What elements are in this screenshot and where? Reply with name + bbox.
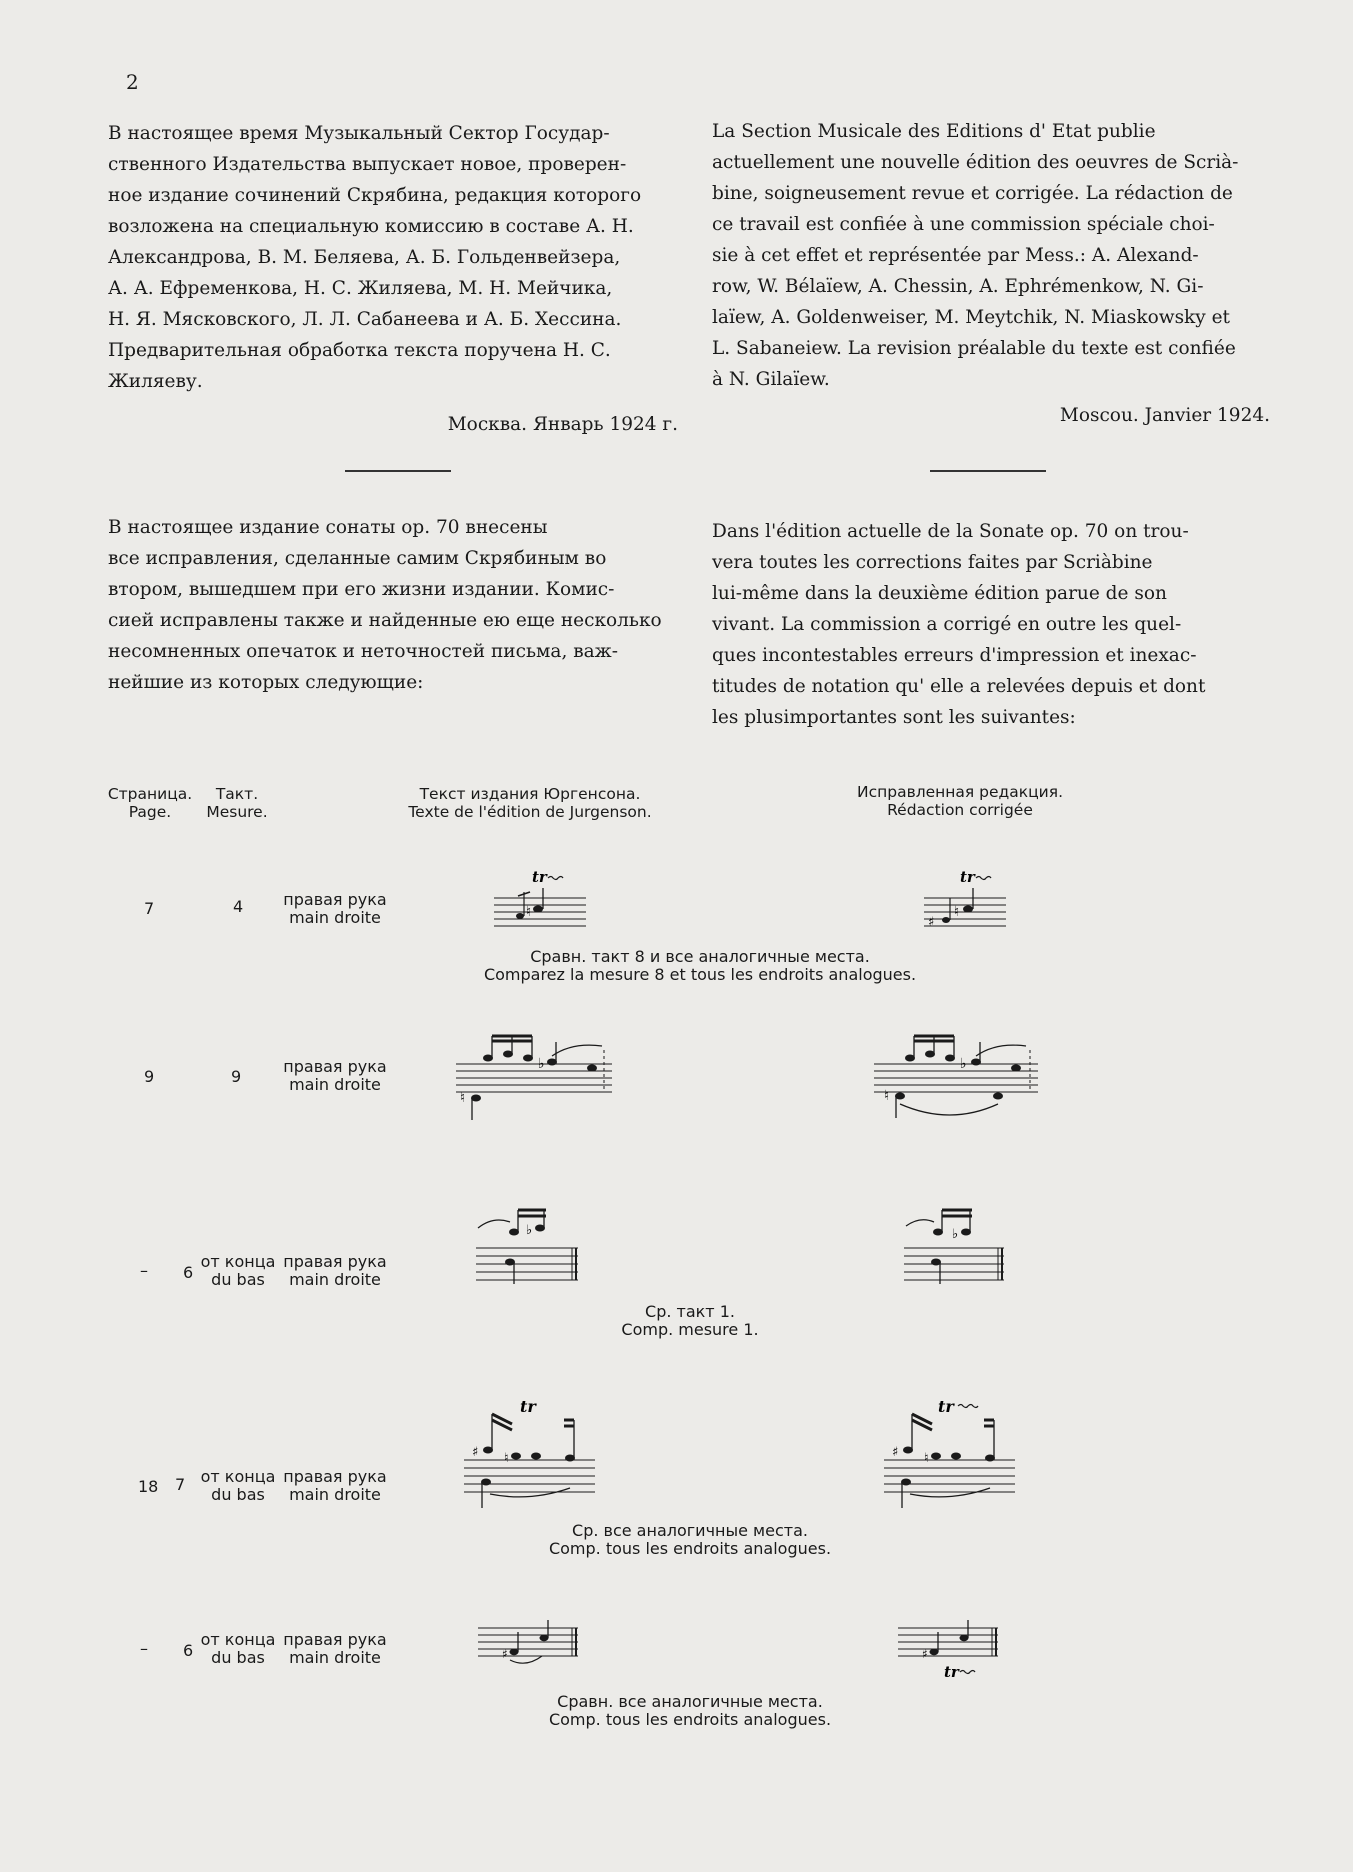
measure-note-fr: du bas bbox=[211, 1485, 265, 1504]
french-sonata-note bbox=[712, 516, 1270, 733]
trill-mark: tr bbox=[960, 868, 975, 886]
original-excerpt-row-3 bbox=[470, 1200, 585, 1295]
note-ru: Сравн. все аналогичные места. bbox=[557, 1692, 823, 1711]
svg-text:♭: ♭ bbox=[952, 1227, 959, 1242]
text-line: ное издание сочинений Скрябина, редакция которого bbox=[108, 185, 642, 206]
corrected-excerpt-row-4 bbox=[880, 1390, 1020, 1520]
trill-mark: tr bbox=[532, 868, 547, 886]
text-line: Жиляеву. bbox=[108, 371, 203, 392]
svg-text:♯: ♯ bbox=[922, 1647, 928, 1661]
note-fr: Comp. tous les endroits analogues. bbox=[548, 1539, 832, 1558]
text-line: actuellement une nouvelle édition des oeuvres de Scrià- bbox=[712, 152, 1239, 173]
svg-text:♮: ♮ bbox=[924, 1451, 929, 1466]
text-line: Н. Я. Мясковского, Л. Л. Сабанеева и А. Б. Хессина. bbox=[108, 309, 622, 330]
text-line: vera toutes les corrections faites par Scriàbine bbox=[712, 552, 1153, 573]
russian-intro-paragraph bbox=[108, 118, 678, 397]
hand-fr: main droite bbox=[289, 1075, 381, 1094]
row-hand bbox=[280, 1468, 390, 1504]
row-measure: 9 bbox=[231, 1067, 242, 1086]
measure-note-ru: от конца bbox=[200, 1630, 276, 1649]
hand-ru: правая рука bbox=[283, 1252, 387, 1271]
text-line: нейшие из которых следующие: bbox=[108, 672, 424, 693]
row-page: 9 bbox=[144, 1067, 155, 1086]
header-page-ru: Страница. bbox=[107, 785, 193, 803]
text-line: vivant. La commission a corrigé en outre les quel- bbox=[712, 614, 1182, 635]
svg-text:♮: ♮ bbox=[526, 904, 532, 920]
header-original-ru: Текст издания Юргенсона. bbox=[419, 785, 641, 803]
row-page: 7 bbox=[144, 899, 155, 918]
row-measure: 6 bbox=[183, 1641, 194, 1660]
trill-mark: tr bbox=[520, 1397, 536, 1416]
trill-mark: tr bbox=[938, 1397, 954, 1416]
row-note bbox=[480, 1693, 900, 1729]
hand-ru: правая рука bbox=[283, 890, 387, 909]
text-line: втором, вышедшем при его жизни издании. Комис- bbox=[108, 579, 615, 600]
row-page: – bbox=[140, 1639, 148, 1658]
text-line: La Section Musicale des Editions d' Etat publie bbox=[712, 121, 1156, 142]
svg-text:♭: ♭ bbox=[960, 1056, 967, 1072]
text-line: Предварительная обработка текста поручена Н. С. bbox=[108, 340, 611, 361]
text-line: ce travail est confiée à une commission spéciale choi- bbox=[712, 214, 1215, 235]
header-corrected-ru: Исправленная редакция. bbox=[856, 783, 1063, 801]
header-original bbox=[370, 785, 690, 821]
russian-place-date: Москва. Январь 1924 г. bbox=[447, 414, 678, 435]
measure-note-fr: du bas bbox=[211, 1648, 265, 1667]
header-corrected bbox=[830, 783, 1090, 819]
svg-text:♯: ♯ bbox=[472, 1445, 479, 1460]
corrected-excerpt-row-2 bbox=[870, 1028, 1050, 1128]
text-line: все исправления, сделанные самим Скрябиным во bbox=[108, 548, 607, 569]
row-note bbox=[540, 1303, 840, 1339]
header-measure-fr: Mesure. bbox=[206, 803, 268, 821]
note-fr: Comp. tous les endroits analogues. bbox=[548, 1710, 832, 1729]
measure-note-ru: от конца bbox=[200, 1252, 276, 1271]
hand-ru: правая рука bbox=[283, 1630, 387, 1649]
russian-sonata-note bbox=[108, 512, 678, 698]
page-number: 2 bbox=[126, 70, 139, 94]
hand-ru: правая рука bbox=[283, 1467, 387, 1486]
text-line: lui-même dans la deuxième édition parue de son bbox=[712, 583, 1167, 604]
section-divider bbox=[345, 470, 451, 472]
text-line: В настоящее издание сонаты ор. 70 внесены bbox=[108, 517, 548, 538]
text-line: à N. Gilaïew. bbox=[712, 369, 830, 390]
trill-mark: tr bbox=[944, 1663, 959, 1681]
note-fr: Comparez la mesure 8 et tous les endroits analogues. bbox=[483, 965, 917, 984]
original-excerpt-row-5 bbox=[474, 1614, 584, 1674]
row-measure-note bbox=[198, 1253, 278, 1289]
hand-fr: main droite bbox=[289, 908, 381, 927]
text-line: les plusimportantes sont les suivantes: bbox=[712, 707, 1076, 728]
french-intro-paragraph bbox=[712, 116, 1270, 395]
note-ru: Ср. все аналогичные места. bbox=[572, 1521, 808, 1540]
svg-text:♮: ♮ bbox=[460, 1090, 466, 1106]
row-note bbox=[480, 1522, 900, 1558]
row-hand bbox=[280, 891, 390, 927]
text-line: L. Sabaneiew. La revision préalable du texte est confiée bbox=[712, 338, 1236, 359]
header-measure bbox=[200, 785, 274, 821]
original-excerpt-row-4 bbox=[460, 1390, 600, 1520]
header-measure-ru: Такт. bbox=[215, 785, 259, 803]
row-page: 18 bbox=[138, 1477, 159, 1496]
svg-text:♭: ♭ bbox=[538, 1056, 545, 1072]
row-measure: 7 bbox=[175, 1475, 186, 1494]
row-hand bbox=[280, 1253, 390, 1289]
text-line: несомненных опечаток и неточностей письма, важ- bbox=[108, 641, 618, 662]
row-measure-note bbox=[198, 1468, 278, 1504]
svg-text:♭: ♭ bbox=[526, 1223, 533, 1238]
text-line: laïew, A. Goldenweiser, M. Meytchik, N. Miaskowsky et bbox=[712, 307, 1230, 328]
header-page bbox=[104, 785, 196, 821]
text-line: sie à cet effet et représentée par Mess.: A. Alexand- bbox=[712, 245, 1199, 266]
text-line: ственного Издательства выпускает новое, проверен- bbox=[108, 154, 627, 175]
row-hand bbox=[280, 1058, 390, 1094]
measure-note-fr: du bas bbox=[211, 1270, 265, 1289]
original-excerpt-row-2 bbox=[452, 1028, 622, 1128]
header-corrected-fr: Rédaction corrigée bbox=[887, 801, 1033, 819]
hand-fr: main droite bbox=[289, 1270, 381, 1289]
text-line: А. А. Ефременкова, Н. С. Жиляева, М. Н. Мейчика, bbox=[108, 278, 613, 299]
hand-fr: main droite bbox=[289, 1648, 381, 1667]
text-line: Dans l'édition actuelle de la Sonate op. 70 on trou- bbox=[712, 521, 1189, 542]
text-line: bine, soigneusement revue et corrigée. La rédaction de bbox=[712, 183, 1233, 204]
note-ru: Ср. такт 1. bbox=[645, 1302, 735, 1321]
note-fr: Comp. mesure 1. bbox=[621, 1320, 759, 1339]
measure-note-ru: от конца bbox=[200, 1467, 276, 1486]
corrected-excerpt-row-5 bbox=[894, 1614, 1004, 1684]
hand-ru: правая рука bbox=[283, 1057, 387, 1076]
header-page-fr: Page. bbox=[128, 803, 172, 821]
french-place-date: Moscou. Janvier 1924. bbox=[1059, 405, 1270, 426]
text-line: Александрова, В. М. Беляева, А. Б. Гольденвейзера, bbox=[108, 247, 621, 268]
text-line: возложена на специальную комиссию в составе А. Н. bbox=[108, 216, 634, 237]
corrected-excerpt-row-3 bbox=[898, 1200, 1013, 1295]
row-measure-note bbox=[198, 1631, 278, 1667]
row-measure: 4 bbox=[233, 897, 244, 916]
note-ru: Сравн. такт 8 и все аналогичные места. bbox=[530, 947, 870, 966]
hand-fr: main droite bbox=[289, 1485, 381, 1504]
svg-text:♮: ♮ bbox=[884, 1088, 890, 1104]
row-measure: 6 bbox=[183, 1263, 194, 1282]
text-line: В настоящее время Музыкальный Сектор Государ- bbox=[108, 123, 610, 144]
original-excerpt-row-1 bbox=[490, 868, 590, 938]
svg-text:♮: ♮ bbox=[504, 1451, 509, 1466]
text-line: titudes de notation qu' elle a relevées depuis et dont bbox=[712, 676, 1206, 697]
svg-text:♯: ♯ bbox=[502, 1647, 508, 1661]
text-line: ques incontestables erreurs d'impression et inexac- bbox=[712, 645, 1197, 666]
corrected-excerpt-row-1 bbox=[920, 868, 1020, 938]
svg-text:♮: ♮ bbox=[954, 904, 960, 920]
text-line: row, W. Bélaïew, A. Chessin, A. Ephrémenkow, N. Gi- bbox=[712, 276, 1204, 297]
row-note bbox=[400, 948, 1000, 984]
header-original-fr: Texte de l'édition de Jurgenson. bbox=[408, 803, 652, 821]
svg-text:♯: ♯ bbox=[892, 1445, 899, 1460]
text-line: сией исправлены также и найденные ею еще несколько bbox=[108, 610, 662, 631]
svg-text:♯: ♯ bbox=[928, 915, 935, 930]
row-page: – bbox=[140, 1261, 148, 1280]
row-hand bbox=[280, 1631, 390, 1667]
section-divider bbox=[930, 470, 1046, 472]
